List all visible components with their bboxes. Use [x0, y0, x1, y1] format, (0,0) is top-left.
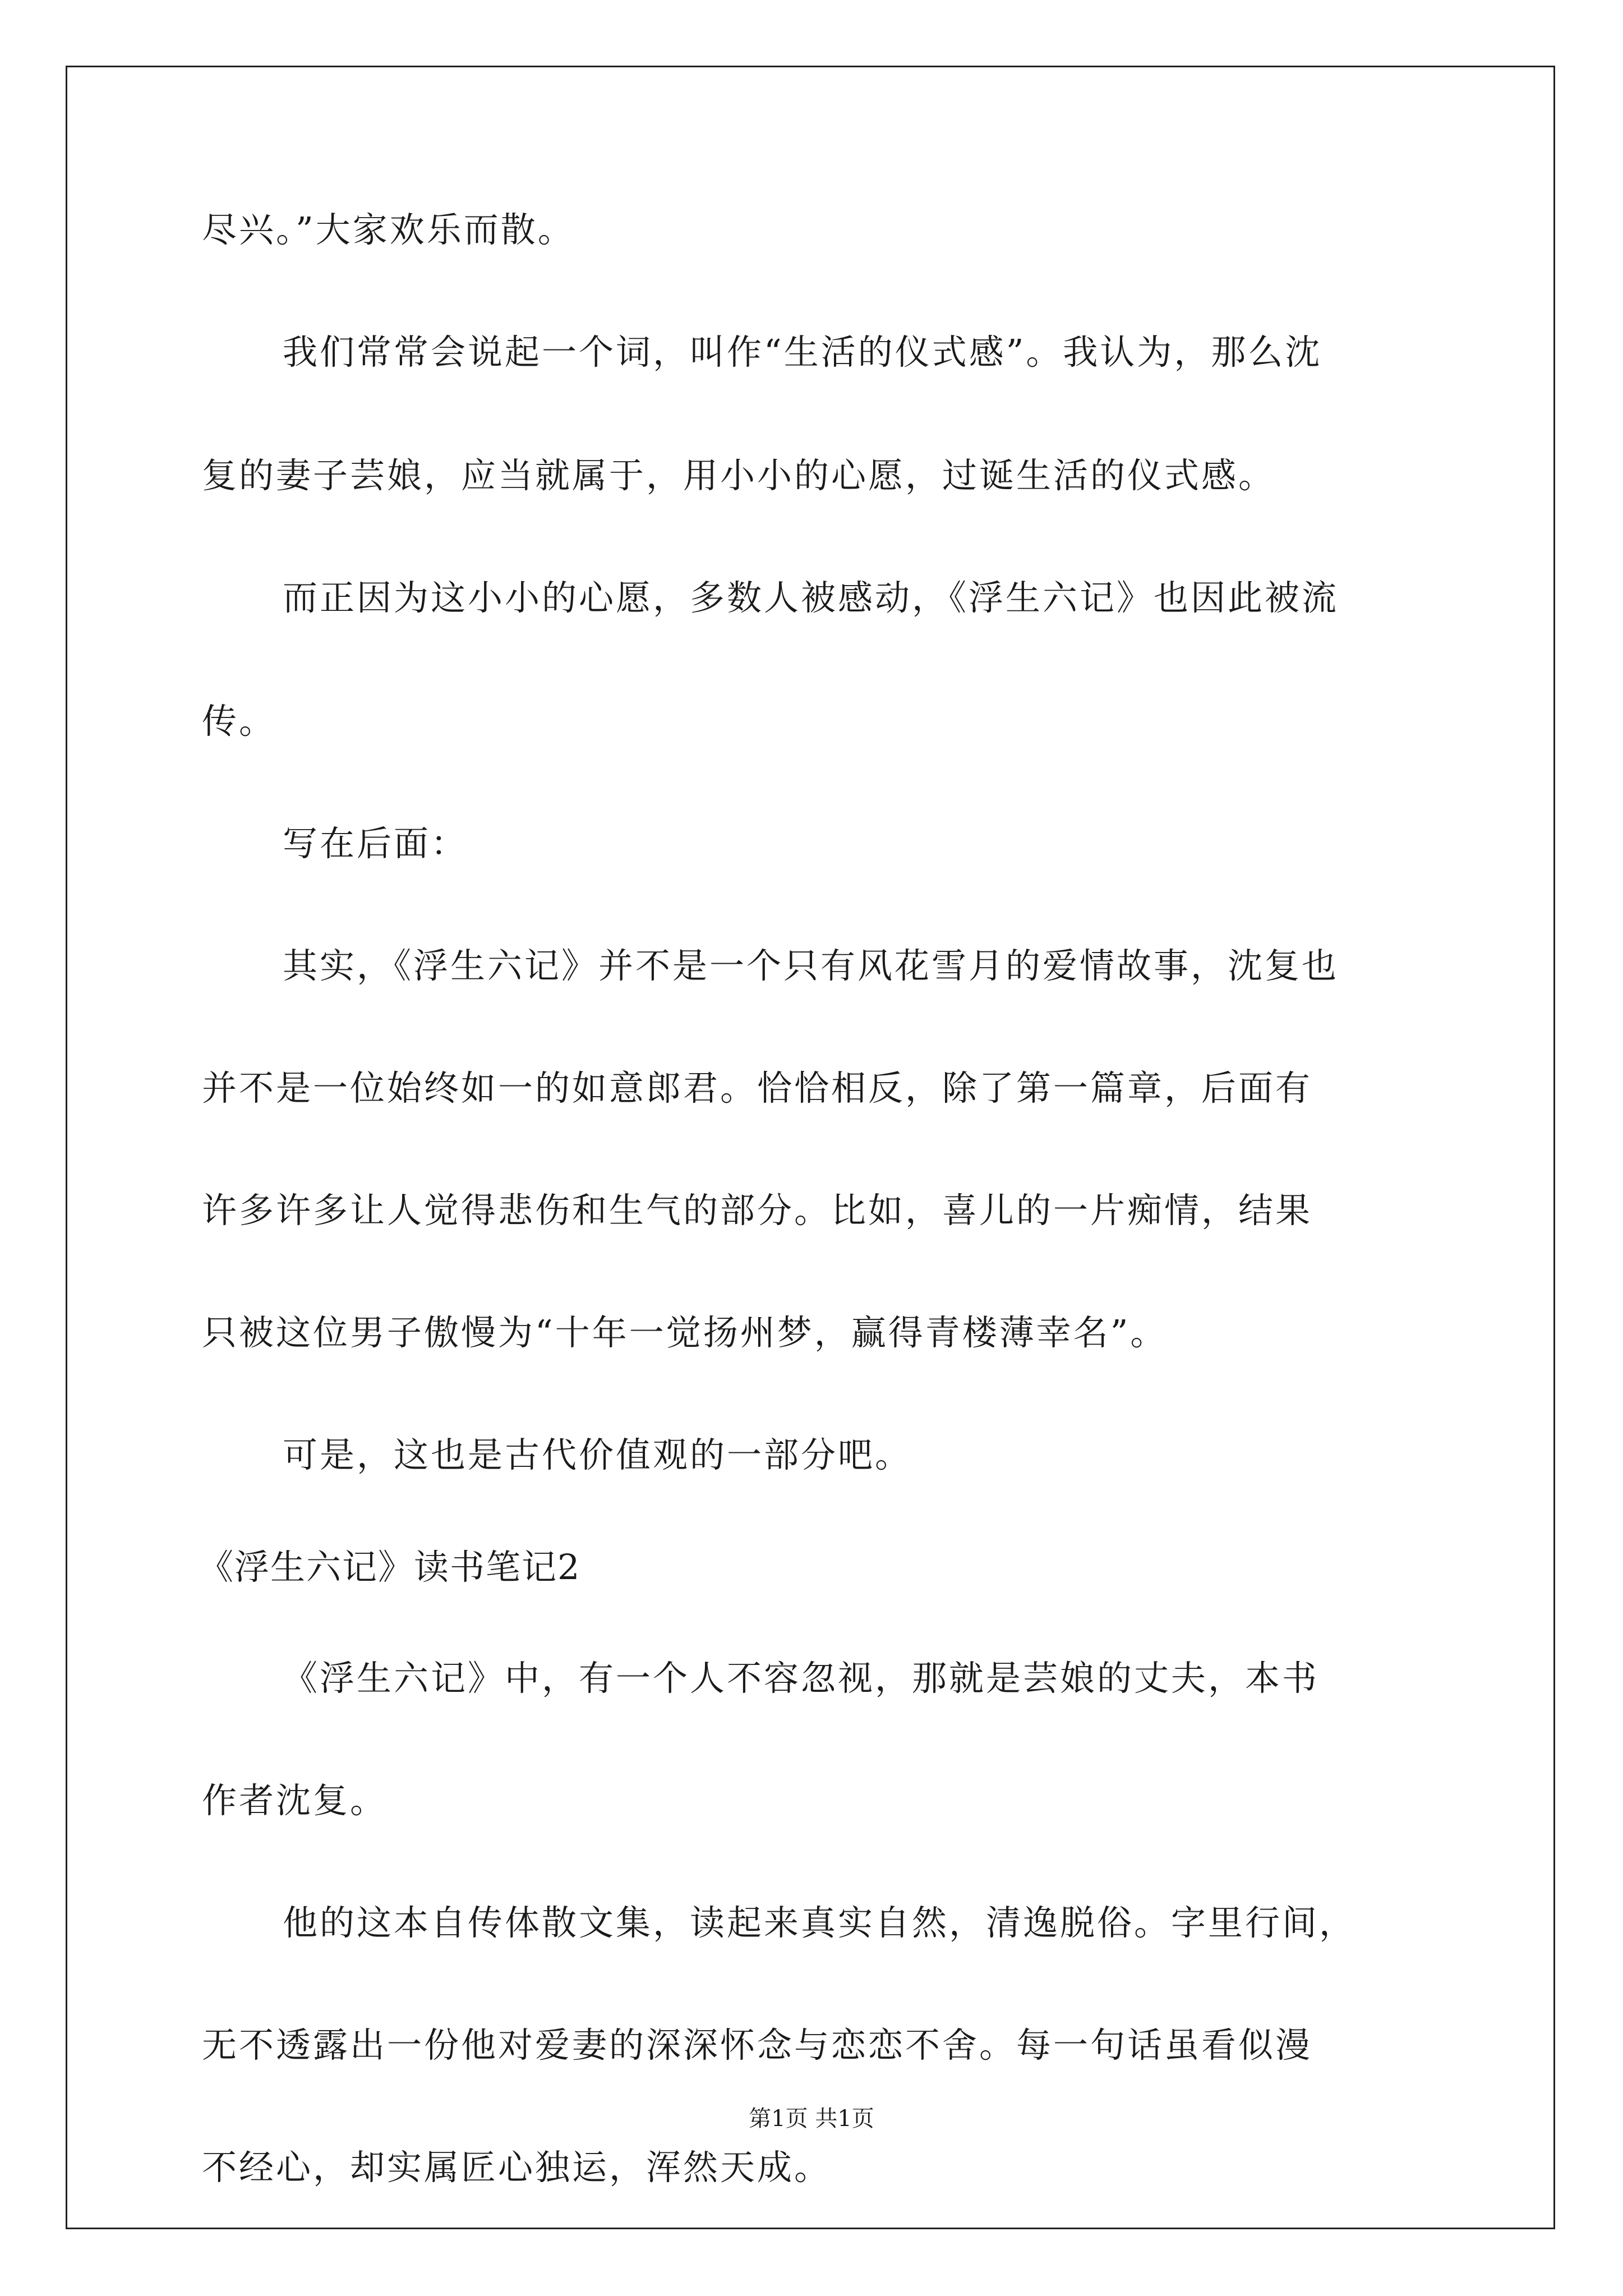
paragraph-line: 不经心，却实属匠心独运，浑然天成。 — [202, 2147, 832, 2188]
page-number-footer: 第1页 共1页 — [749, 2106, 874, 2132]
paragraph-line: 可是，这也是古代价值观的一部分吧。 — [283, 1434, 912, 1475]
paragraph-line: 只被这位男子傲慢为“十年一觉扬州梦，赢得青楼薄幸名”。 — [202, 1312, 1168, 1353]
paragraph-line: 复的妻子芸娘，应当就属于，用小小的心愿，过诞生活的仪式感。 — [202, 455, 1276, 496]
paragraph-line: 传。 — [202, 701, 276, 742]
paragraph-line: 许多许多让人觉得悲伤和生气的部分。比如，喜儿的一片痴情，结果 — [202, 1190, 1313, 1231]
paragraph-line: 尽兴。”大家欢乐而散。 — [202, 209, 575, 250]
paragraph-line: 我们常常会说起一个词，叫作“生活的仪式感”。我认为，那么沈 — [283, 332, 1322, 372]
paragraph-line: 无不透露出一份他对爱妻的深深怀念与恋恋不舍。每一句话虽看似漫 — [202, 2024, 1313, 2065]
paragraph-line: 他的这本自传体散文集，读起来真实自然，清逸脱俗。字里行间， — [283, 1902, 1357, 1943]
section-heading: 《浮生六记》读书笔记2 — [199, 1547, 581, 1588]
paragraph-line: 并不是一位始终如一的如意郎君。恰恰相反，除了第一篇章，后面有 — [202, 1068, 1313, 1108]
paragraph-line: 而正因为这小小的心愿，多数人被感动，《浮生六记》也因此被流 — [283, 577, 1339, 618]
paragraph-line: 写在后面： — [283, 823, 468, 864]
paragraph-line: 作者沈复。 — [202, 1780, 388, 1821]
paragraph-line: 其实，《浮生六记》并不是一个只有风花雪月的爱情故事，沈复也 — [283, 945, 1339, 986]
paragraph-line: 《浮生六记》中，有一个人不容忽视，那就是芸娘的丈夫，本书 — [283, 1658, 1320, 1699]
